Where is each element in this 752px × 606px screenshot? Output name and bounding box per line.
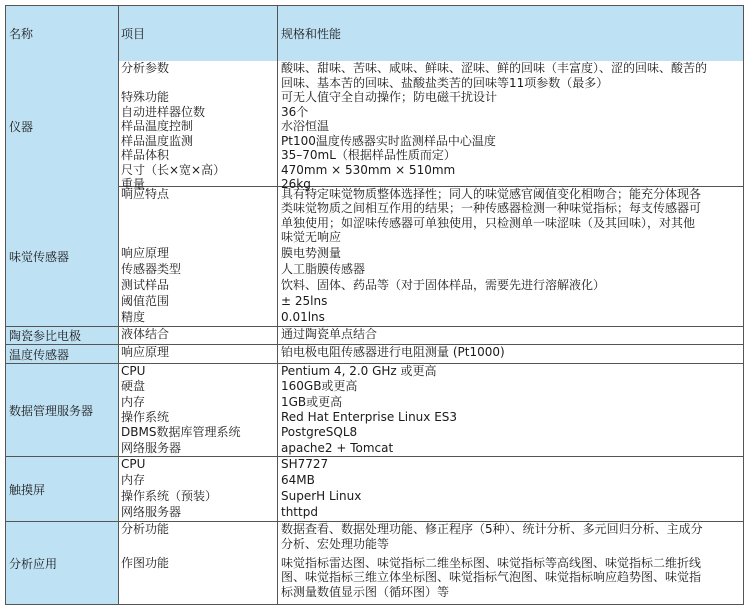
group-name: 味觉传感器 (6, 187, 119, 326)
table-row (119, 505, 743, 521)
item-value (278, 425, 743, 440)
item-label-text: 内存 (121, 394, 146, 409)
item-value (278, 345, 743, 363)
table-row (119, 379, 743, 394)
item-label-text: 重量 (121, 177, 146, 191)
table-row (119, 163, 743, 178)
item-label-text: CPU (121, 364, 146, 379)
value-line: 铂电极电阻传感器进行电阻测量 (Pt1000) (281, 345, 505, 359)
value-line: SH7727 (281, 457, 329, 471)
item-label-text: 尺寸（长×宽×高） (121, 162, 226, 177)
value-line: 通过陶瓷单点结合 (281, 327, 378, 341)
item-label-text: 自动进样器位数 (121, 104, 206, 119)
value-line: 36个 (281, 104, 309, 119)
item-label (119, 148, 278, 163)
value-line: ± 25lns (281, 294, 328, 309)
group-name: 触摸屏 (6, 457, 119, 521)
item-value (278, 395, 743, 410)
item-label (119, 134, 278, 149)
item-label (119, 105, 278, 120)
item-label (119, 556, 278, 604)
item-label (119, 364, 278, 379)
table-header-row (6, 6, 743, 61)
item-label (119, 119, 278, 134)
item-label (119, 310, 278, 326)
item-label-text: 内存 (121, 473, 146, 487)
value-line: Pentium 4, 2.0 GHz 或更高 (281, 364, 437, 379)
item-label (119, 246, 278, 262)
table-row (119, 134, 743, 149)
item-value (278, 294, 743, 310)
table-row (119, 119, 743, 134)
value-line: 数据查看、数据处理功能、修正程序（5种）、统计分析、多元回归分析、主成分 (281, 522, 703, 536)
table-row (119, 489, 743, 505)
table-row (119, 327, 743, 344)
item-value (278, 105, 743, 120)
item-label-text: 样品体积 (121, 148, 170, 162)
item-label-text: 网络服务器 (121, 440, 182, 455)
item-label-text: 精度 (121, 310, 146, 325)
value-line: 具有特定味觉物质整体选择性；同人的味觉感官阈值变化相吻合；能充分体现各 (281, 186, 702, 201)
table-group (6, 61, 743, 191)
table-row (119, 410, 743, 425)
group-name: 温度传感器 (6, 345, 119, 363)
value-line: 可无人值守全自动操作；防电磁干扰设计 (281, 90, 498, 104)
value-line: SuperH Linux (281, 489, 362, 503)
item-label-text: 硬盘 (121, 379, 146, 394)
item-label-text: 阈值范围 (121, 294, 170, 309)
item-value (278, 457, 743, 473)
value-line: 470mm × 530mm × 510mm (281, 162, 456, 177)
value-line: 图、味觉指标三维立体坐标图、味觉指标气泡图、味觉指标响应趋势图、味觉指 (281, 570, 702, 585)
item-value (278, 90, 743, 105)
item-value (278, 441, 743, 456)
item-label-text: 响应特点 (121, 186, 170, 201)
item-value (278, 556, 743, 604)
item-label (119, 489, 278, 505)
value-line: 水浴恒温 (281, 119, 330, 133)
item-label (119, 379, 278, 394)
item-label-text: 样品温度监测 (121, 133, 194, 148)
table-row (119, 294, 743, 310)
item-label-text: 样品温度控制 (121, 119, 194, 133)
group-name: 仪器 (6, 61, 119, 192)
value-line: 64MB (281, 473, 315, 487)
item-value (278, 505, 743, 521)
table-row (119, 148, 743, 163)
value-line: 味觉指标雷达图、味觉指标二维坐标图、味觉指标等高线图、味觉指标二维折线 (281, 555, 702, 570)
item-label-text: DBMS数据库管理系统 (121, 425, 241, 440)
header-item: 项目 (119, 6, 278, 61)
value-line: 人工脂膜传感器 (281, 262, 366, 277)
item-label (119, 395, 278, 410)
value-line: 分析、宏处理功能等 (281, 536, 390, 551)
item-label (119, 90, 278, 105)
item-value (278, 379, 743, 394)
item-value (278, 134, 743, 149)
item-label (119, 522, 278, 556)
table-row (119, 364, 743, 379)
item-value (278, 278, 743, 294)
item-label-text: 网络服务器 (121, 505, 182, 519)
value-line: 单独使用；如涩味传感器可单独使用，只检测单一味涩味（及其回味），对其他 (281, 215, 696, 230)
item-label-text: 响应原理 (121, 246, 170, 261)
table-row (119, 310, 743, 326)
item-value (278, 410, 743, 425)
table-row (119, 262, 743, 278)
item-label-text: 分析功能 (121, 522, 170, 536)
item-label (119, 163, 278, 178)
table-row (119, 457, 743, 473)
item-label-text: CPU (121, 457, 146, 471)
item-label-text: 特殊功能 (121, 90, 170, 104)
item-value (278, 119, 743, 134)
item-label (119, 473, 278, 489)
value-line: Red Hat Enterprise Linux ES3 (281, 410, 458, 424)
item-value (278, 364, 743, 379)
table-row (119, 90, 743, 105)
item-label-text: 传感器类型 (121, 262, 182, 277)
value-line: Pt100温度传感器实时监测样品中心温度 (281, 133, 496, 148)
item-label-text: 液体结合 (121, 327, 170, 341)
item-label (119, 425, 278, 440)
item-value (278, 327, 743, 344)
item-label-text: 测试样品 (121, 278, 170, 293)
item-label-text: 响应原理 (121, 345, 170, 359)
item-label-text: 操作系统 (121, 410, 170, 424)
table-row (119, 345, 743, 363)
table-row (119, 61, 743, 90)
value-line: 160GB或更高 (281, 379, 358, 394)
item-value (278, 489, 743, 505)
table-row (119, 522, 743, 556)
item-value (278, 246, 743, 262)
value-line: thttpd (281, 505, 318, 519)
table-row (119, 395, 743, 410)
table-row (119, 473, 743, 489)
item-label (119, 61, 278, 90)
item-label-text: 分析参数 (121, 61, 170, 75)
item-label (119, 262, 278, 278)
value-line: 26kg (281, 177, 311, 191)
item-label (119, 410, 278, 425)
item-value (278, 61, 743, 90)
header-name: 名称 (6, 6, 119, 61)
value-line: 1GB或更高 (281, 394, 343, 409)
item-label (119, 441, 278, 456)
group-name: 分析应用 (6, 522, 119, 604)
table-row (119, 441, 743, 456)
table-row (119, 556, 743, 604)
value-line: 酸味、甜味、苦味、咸味、鲜味、涩味、鲜的回味（丰富度）、涩的回味、酸苦的 (281, 61, 708, 75)
value-line: 膜电势测量 (281, 246, 342, 261)
table-row (119, 278, 743, 294)
item-label (119, 278, 278, 294)
item-label (119, 327, 278, 344)
value-line: PostgreSQL8 (281, 425, 358, 440)
item-value (278, 473, 743, 489)
value-line: 饮料、固体、药品等（对于固体样品，需要先进行溶解液化） (281, 278, 606, 293)
table-row (119, 187, 743, 246)
group-name: 数据管理服务器 (6, 364, 119, 456)
item-label-text: 操作系统（预装） (121, 489, 218, 503)
table-group (6, 363, 743, 456)
table-group (6, 521, 743, 604)
item-value (278, 187, 743, 246)
table-group (6, 344, 743, 363)
item-label-text: 作图功能 (121, 555, 170, 570)
table-row (119, 246, 743, 262)
item-label (119, 505, 278, 521)
value-line: 类味觉物质之间相互作用的结果；一种传感器检测一种味觉指标；每支传感器可 (281, 201, 702, 216)
value-line: 回味、基本苦的回味、盐酸盐类苦的回味等11项参数（最多） (281, 75, 609, 90)
value-line: 标测量数值显示图（循环图）等 (281, 584, 450, 599)
item-value (278, 148, 743, 163)
table-group (6, 326, 743, 344)
item-label (119, 187, 278, 246)
value-line: 35–70mL（根据样品性质而定） (281, 148, 456, 162)
group-name: 陶瓷参比电极 (6, 327, 119, 344)
value-line: apache2 + Tomcat (281, 440, 394, 455)
table-group (6, 456, 743, 521)
item-value (278, 163, 743, 178)
spec-table (5, 5, 744, 605)
item-label (119, 345, 278, 363)
item-value (278, 262, 743, 278)
table-group (6, 186, 743, 326)
value-line: 味觉无响应 (281, 230, 342, 245)
header-spec: 规格和性能 (281, 27, 342, 41)
value-line: 0.01lns (281, 310, 325, 325)
item-value (278, 310, 743, 326)
item-label (119, 457, 278, 473)
item-value (278, 522, 743, 556)
item-label (119, 294, 278, 310)
table-row (119, 425, 743, 440)
table-row (119, 105, 743, 120)
